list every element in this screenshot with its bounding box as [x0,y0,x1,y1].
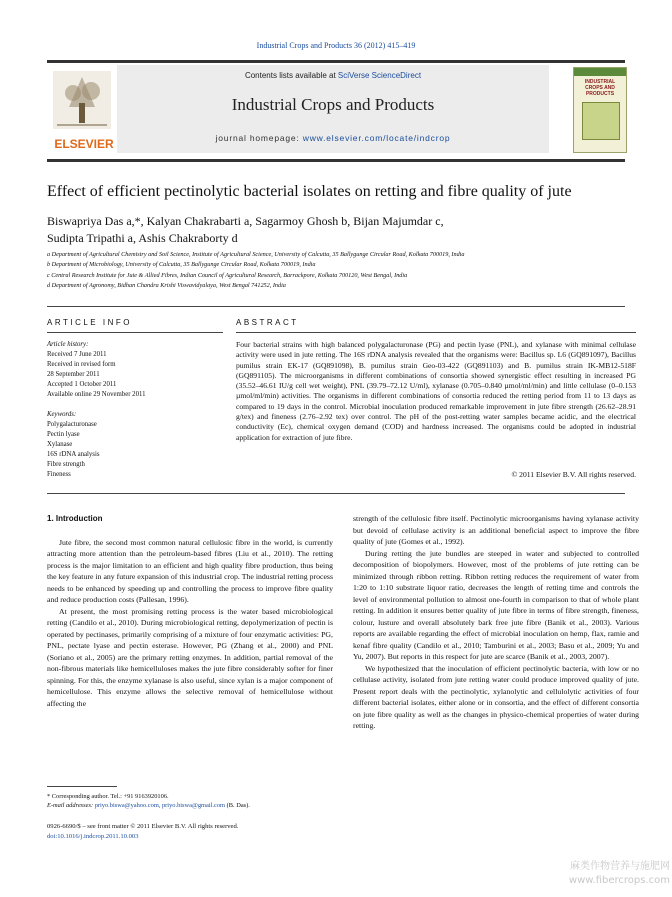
affiliation-a: a Department of Agricultural Chemistry and Soil Science, Institute of Agricultural Science, University of Calcutta, 35 Ballygunge Circular Road, Kolkata 700019, India [47,251,465,258]
issn-block [47,822,347,842]
keyword: Fineness [47,471,71,478]
cover-title: INDUSTRIAL CROPS AND PRODUCTS [584,79,616,97]
paragraph: At present, the most promising retting process is the water based microbiological retting (Candilo et al., 2010). During microbiological retting, depolymerization of pectin is operated by pectinases, primarily comprising of a mixture of four enzymatic activities: PG, PNL, pectate lyase and pectin esterase. However, PG (Zhang et al., 2000) and PNL (Soriano et al., 2005) are the primary retting enzymes. In addition, partial removal of the non-fibrous materials like hemicelluloses makes the jute fibre considerably softer for finer spinning. For this, the enzyme xylanase is also useful, since xylan is a major component of hemicellulose. This enzyme allows the selective removal of hemicellulose without affecting the [47,606,333,708]
elsevier-logo [49,67,115,151]
affiliations [47,250,637,292]
publisher-logo-text: ELSEVIER [54,137,114,151]
affiliation-b: b Department of Microbiology, University of Calcutta, 35 Ballygunge Circular Road, Kolkata 700019, India [47,261,316,269]
divider-abstract [236,332,636,333]
keyword: Polygalacturonase [47,421,97,428]
journal-header [47,60,625,162]
divider-top [47,306,625,307]
header-banner [117,65,549,153]
history-label: Article history: [47,341,89,348]
keyword: Xylanase [47,441,73,448]
journal-cover-thumbnail [573,67,627,153]
divider-info [47,332,223,333]
authors-line-1: Biswapriya Das a,*, Kalyan Chakrabarti a, Sagarmoy Ghosh b, Bijan Majumdar c, [47,214,444,228]
paragraph: During retting the jute bundles are steeped in water and subjected to controlled decomposition of biopolymers. However, most of the problems of jute retting can be minimized through ribbon retting. Ribbon retting reduces the requirement of water from 1:20 to 1:10 substrate liquor ratio, decreases the length of retting time and controls the level of environmental pollution to almost one-fourth in comparison to that of whole plant retting. In addition it ensures better quality of jute fibre in terms of fibre strength, fineness, colour, lusture and overall absolutely bark free jute fibre (Banik et al., 2003). Various reports are available regarding the effect of microbial inoculation on hemp, flax, ramie and kenaf fibre quality (Candilo et al., 2010; Tamburini et al., 2003; Basu et al., 2009; Yu and Yu, 2007). But reports in this respect for jute are scarce (Banik et al., 2003, 2007). [353,548,639,661]
history-item: Accepted 1 October 2011 [47,381,117,388]
footnote-rule [47,786,117,787]
email-suffix: (B. Das). [225,802,250,809]
watermark-line-2: www.fibercrops.com [568,875,670,886]
divider-bottom [47,493,625,494]
footnote [47,792,347,810]
contents-prefix: Contents lists available at [244,71,338,80]
watermark-line-1: 麻类作物营养与施肥网 [570,861,670,872]
corresponding-author: * Corresponding author. Tel.: +91 9163920106. [47,793,169,800]
abstract-label: ABSTRACT [236,318,299,327]
article-title: Effect of efficient pectinolytic bacterial isolates on retting and fibre quality of jute [47,183,572,200]
authors-line-2: Sudipta Tripathi a, Ashis Chakraborty d [47,231,238,245]
intro-left-column [47,513,333,709]
doi-link[interactable]: doi:10.1016/j.indcrop.2011.10.003 [47,833,139,840]
issn-line: 0926-6690/$ – see front matter © 2011 Elsevier B.V. All rights reserved. [47,823,239,830]
paragraph: Jute fibre, the second most common natural cellulosic fibre in the world, is currently attracting more attention than the petroleum-based fibres (Liu et al., 2010). The retting process is the major limitation to an efficient and high quality fibre production, thus being the key feature in any future expansion of this industrial crop. The industrial retting process needs to be enhanced by speeding up and controlling the process to improve fibre quality and reduce production costs (Pallesan, 1996). [47,537,333,604]
keywords-label: Keywords: [47,411,77,418]
email-links[interactable]: priyo.biswa@yahoo.com, priyo.biswa@gmail.com [94,802,226,809]
section-heading: 1. Introduction [47,514,103,523]
paragraph: We hypothesized that the inoculation of efficient pectinolytic bacteria, with low or no cellulase activity, isolated from jute retting water could produce improved quality of jute. Present report deals with the pectinolytic, xylanolytic and cellulolytic activities of four different bacterial isolates, either alone or in consortia, and the effect of different consortia on jute fibre quality as well as the changes in physico-chemical properties of water during retting. [353,663,639,730]
article-info [47,340,223,480]
email-prefix: E-mail addresses: [47,802,95,809]
keyword: Fibre strength [47,461,85,468]
sciencedirect-link[interactable]: SciVerse ScienceDirect [337,71,422,80]
author-list [47,213,647,247]
cover-image [582,102,620,140]
affiliation-c: c Central Research Institute for Jute & Allied Fibres, Indian Council of Agricultural Research, Barrackpore, Kolkata 700120, West Bengal, India [47,271,408,279]
keyword: Pectin lyase [47,431,80,438]
paragraph: strength of the cellulosic fibre itself. Pectinolytic microorganisms having xylanase activity but devoid of cellulase activity is an additional beneficial aspect to improve the fibre quality of jute (Gomes et al., 1992). [353,514,639,546]
journal-homepage [117,133,549,143]
email-line [47,801,347,810]
abstract-text: Four bacterial strains with high balanced polygalacturonase (PG) and pectin lyase (PNL), and xylanase with minimal cellulase activity were used in jute retting. The 16S rDNA analysis revealed that the organisms were: Bacillus sp. L6 (GQ891097), Bacillus pumilus strain EK-17 (GQ891098), B. pumilus strain Geo-03-422 (GQ891103) and B. pumilus strain IK-MB12-518F (GQ891105). The microorganisms in different combinations of consortia showed synergistic effect resulting in increased PG (35.52–46.61 IU/g cell wet weight), PNL (39.79–72.12 U/ml), xylanase (0.705–0.840 µmol/ml/min) and little cellulase (0–0.153 µmol/ml/min) activities. The organisms in different combinations of consortia reduced the retting period from 11 to 13 days as compared to 19 days in the control. Microbial inoculation produced remarkable improvement in jute fibre strength (26.62–28.91 g/tex) and fineness (2.76–2.92 tex) over control. The pH of the post-retting water samples became acidic, and the electrical conductivity (Ec), chemical oxygen demand (COD) and hardness increased. The organisms could be adopted in industrial application for extraction of jute fibre. [236,340,636,442]
history-item: Received 7 June 2011 [47,351,107,358]
history-item: Received in revised form [47,361,116,368]
homepage-prefix: journal homepage: [215,133,303,143]
watermark [520,860,670,888]
spacer [47,400,223,410]
spacer [47,525,333,537]
abstract-copyright: © 2011 Elsevier B.V. All rights reserved. [511,470,636,479]
history-item: 28 September 2011 [47,371,100,378]
article-info-label: ARTICLE INFO [47,318,132,327]
contents-availability [117,71,549,80]
homepage-link[interactable]: www.elsevier.com/locate/indcrop [302,133,451,143]
journal-title: Industrial Crops and Products [231,95,435,114]
affiliation-d: d Department of Agronomy, Bidhan Chandra Krishi Viswavidyalaya, West Bengal 741252, India [47,282,286,290]
intro-right-column [353,513,639,732]
journal-reference[interactable]: Industrial Crops and Products 36 (2012) 415–419 [256,41,416,50]
cover-band [574,68,626,76]
history-item: Available online 29 November 2011 [47,391,146,398]
keyword: 16S rDNA analysis [47,451,100,458]
